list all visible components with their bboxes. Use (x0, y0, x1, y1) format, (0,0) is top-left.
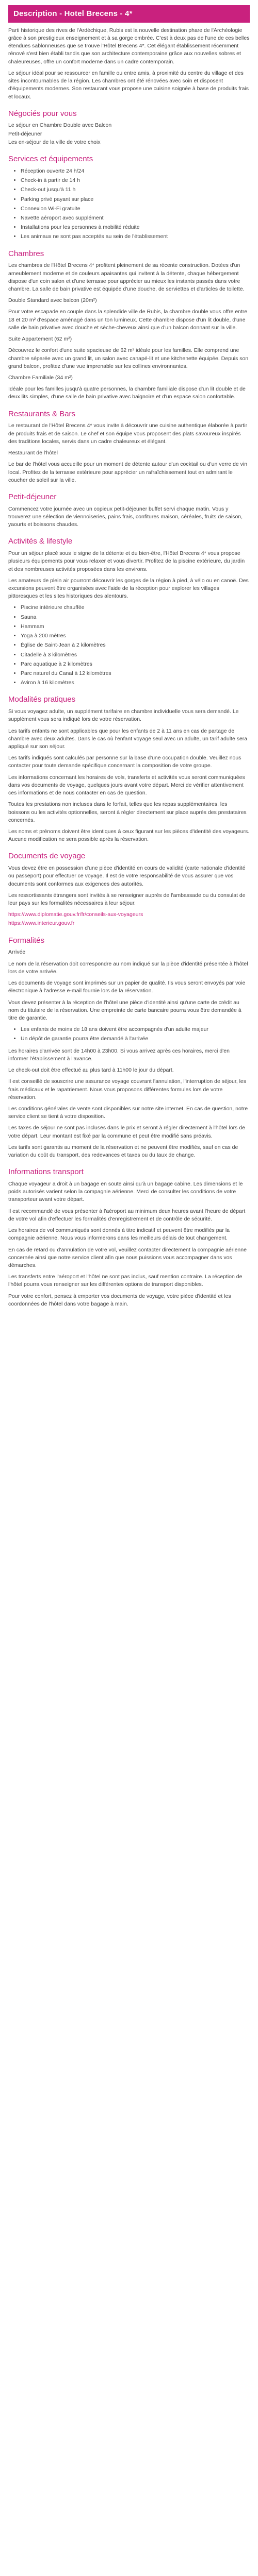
list-item: • Parking privé payant sur place (21, 196, 250, 204)
transport-paragraph: Les transferts entre l'aéroport et l'hôtel ne sont pas inclus, sauf mention contraire. La réception de l'hôtel pourra vous renseigner sur les différentes options de transport disponibles. (8, 1274, 243, 1288)
rooms-paragraph: Les chambres de l'Hôtel Brecens 4* profitent pleinement de sa récente construction. Dotées d'un ameublement moderne et de couleurs apaisantes qui invitent à la détente, chaque hébergement dispose d'un coin salon et d'une terrasse pour apprécier au mieux les instants passés dans votre chambre. La salle de bain privative est équipée d'une douche, de serviettes et d'articles de toilette. (8, 262, 245, 293)
documents-paragraph: Les ressortissants étrangers sont invités à se renseigner auprès de l'ambassade ou du consulat de leur pays sur les formalités nécessaires à leur séjour. (8, 892, 246, 907)
list-item: • Check-in à partir de 14 h (21, 177, 250, 184)
intro-section (8, 27, 250, 101)
services-heading: Services et équipements (8, 155, 93, 164)
room-type-title: Suite Appartement (62 m²) (8, 336, 72, 343)
insurance-paragraph: Les tarifs sont garantis au moment de la réservation et ne peuvent être modifiés, sauf en cas de variation du coût du transport, des redevances et taxes ou du taux de change. (8, 1144, 238, 1159)
restaurant-title: Restaurant de l'hôtel (8, 450, 58, 456)
restaurants-section (8, 409, 250, 484)
documents-link[interactable]: https://www.diplomatie.gouv.fr/fr/conseils-aux-voyageurs (8, 911, 143, 918)
rooms-paragraph: Découvrez le confort d'une suite spacieuse de 62 m² idéale pour les familles. Elle comprend une chambre séparée avec un grand lit, un salon avec canapé-lit et une kitchenette équipée. Depuis son grand balcon, profitez d'une vue imprenable sur les collines environnantes. (8, 347, 249, 369)
documents-link[interactable]: https://www.interieur.gouv.fr (8, 920, 75, 927)
practical-paragraph: Les tarifs indiqués sont calculés par personne sur la base d'une occupation double. Veuillez nous contacter pour toute demande spécifique concernant la composition de votre groupe. (8, 755, 241, 769)
list-item: • Connexion Wi-Fi gratuite (21, 205, 250, 213)
insurance-paragraph: Les taxes de séjour ne sont pas incluses dans le prix et seront à régler directement à l'hôtel lors de votre départ. Leur montant est fixé par la commune et peut être modifié sans préavis. (8, 1125, 246, 1139)
rooms-paragraph: Idéale pour les familles jusqu'à quatre personnes, la chambre familiale dispose d'un lit double et de deux lits simples, d'une salle de bain privative avec baignoire et d'un espace salon confortable. (8, 386, 246, 400)
formalities-paragraph: Vous devez présenter à la réception de l'hôtel une pièce d'identité ainsi qu'une carte de crédit au nom du titulaire de la réservation. Une empreinte de carte bancaire pourra vous être demandée à titre de garantie. (8, 999, 241, 1021)
insurance-paragraph: Il est conseillé de souscrire une assurance voyage couvrant l'annulation, l'interruption de séjour, les frais médicaux et le rapatriement. Nous vous proposons différentes formules lors de votre réservation. (8, 1078, 247, 1100)
transport-paragraph: Les horaires de vol communiqués sont donnés à titre indicatif et peuvent être modifiés par la compagnie aérienne. Nous vous informerons dans les meilleurs délais de tout changement. (8, 1227, 230, 1242)
restaurants-heading: Restaurants & Bars (8, 409, 76, 418)
list-item: • Église de Saint-Jean à 2 kilomètres (21, 641, 250, 649)
documents-paragraph: Vous devez être en possession d'une pièce d'identité en cours de validité (carte nationale d'identité ou passeport) pour effectuer ce voyage. Il est de votre responsabilité de vous assurer que vos documents sont conformes aux exigences des autorités. (8, 865, 246, 887)
list-item: • Piscine intérieure chauffée (21, 604, 250, 612)
formalities-paragraph: Les documents de voyage sont imprimés sur un papier de qualité. Ils vous seront envoyés par voie électronique à l'adresse e-mail fournie lors de la réservation. (8, 980, 246, 994)
services-section (8, 154, 250, 241)
transport-paragraph: Chaque voyageur a droit à un bagage en soute ainsi qu'à un bagage cabine. Les dimensions et le poids autorisés varient selon la compagnie aérienne. Merci de consulter les conditions de votre transporteur avant votre départ. (8, 1181, 243, 1203)
transport-paragraph: Pour votre confort, pensez à emporter vos documents de voyage, votre pièce d'identité et les coordonnées de l'hôtel dans votre bagage à main. (8, 1293, 231, 1307)
transport-paragraph: Il est recommandé de vous présenter à l'aéroport au minimum deux heures avant l'heure de départ de votre vol afin d'effectuer les formalités d'enregistrement et de contrôle de sécurité. (8, 1208, 246, 1222)
list-item: • Installations pour les personnes à mobilité réduite (21, 224, 250, 231)
list-item: • Sauna (21, 614, 250, 621)
formalities-section (8, 935, 250, 1075)
list-item: • Hammam (21, 623, 250, 631)
practical-heading: Modalités pratiques (8, 695, 76, 704)
included-line: Petit-déjeuner (8, 130, 42, 137)
leisure-section (8, 536, 250, 687)
leisure-paragraph: Pour un séjour placé sous le signe de la détente et du bien-être, l'Hôtel Brecens 4* vous propose plusieurs équipements pour vous relaxer et vous divertir. Profitez de la piscine extérieure, du jardin et des nombreuses activités proposées dans les environs. (8, 550, 245, 572)
restaurants-paragraph: Le restaurant de l'Hôtel Brecens 4* vous invite à découvrir une cuisine authentique élaborée à partir de produits frais et de saison. Le chef et son équipe vous proposent des plats savoureux inspirés des traditions locales, servis dans un cadre chaleureux et élégant. (8, 422, 248, 445)
transport-paragraph: En cas de retard ou d'annulation de votre vol, veuillez contacter directement la compagnie aérienne concernée ainsi que notre service client afin que nous puissions vous accompagner dans vos démarches. (8, 1246, 247, 1268)
services-list (8, 167, 250, 241)
intro-paragraph: Le séjour idéal pour se ressourcer en famille ou entre amis, à proximité du centre du village et des sites incontournables de la région. Les chambres ont été rénovées avec soin et disposent d'équipements modernes. Son restaurant vous propose une cuisine soignée à base de produits frais et locaux. (8, 70, 249, 100)
room-type-title: Double Standard avec balcon (20m²) (8, 297, 97, 304)
list-item: • Parc naturel du Canal à 12 kilomètres (21, 670, 250, 677)
documents-section (8, 851, 250, 927)
list-item: • Réception ouverte 24 h/24 (21, 167, 250, 175)
included-line: Les en-séjour de la ville de votre choix (8, 139, 101, 145)
formalities-subheading: Arrivée (8, 949, 26, 956)
leisure-heading: Activités & lifestyle (8, 537, 73, 546)
formalities-heading: Formalités (8, 936, 45, 945)
list-item: • Les animaux ne sont pas acceptés au sein de l'établissement (21, 233, 250, 241)
list-item: • Check-out jusqu'à 11 h (21, 186, 250, 194)
breakfast-section (8, 492, 250, 529)
practical-paragraph: Les informations concernant les horaires de vols, transferts et activités vous seront communiquées dans vos documents de voyage, quelques jours avant votre départ. Merci de vérifier attentivement ces informations et de nous contacter en cas de question. (8, 774, 245, 796)
breakfast-paragraph: Commencez votre journée avec un copieux petit-déjeuner buffet servi chaque matin. Vous y trouverez une sélection de viennoiseries, pains frais, confitures maison, céréales, fruits de saison, yaourts et boissons chaudes. (8, 505, 243, 528)
leisure-paragraph: Les amateurs de plein air pourront découvrir les gorges de la région à pied, à vélo ou en canoë. Des excursions peuvent être organisées avec l'aide de la réception pour explorer les villages pittoresques et les sites historiques des alentours. (8, 577, 249, 600)
restaurants-paragraph: Le bar de l'hôtel vous accueille pour un moment de détente autour d'un cocktail ou d'un verre de vin local. Profitez de la terrasse extérieure pour apprécier un rafraîchissement tout en admirant le coucher de soleil sur la ville. (8, 461, 248, 483)
included-line: Le séjour en Chambre Double avec Balcon (8, 122, 112, 129)
breakfast-heading: Petit-déjeuner (8, 492, 57, 501)
page (0, 5, 258, 1324)
rooms-heading: Chambres (8, 249, 44, 258)
formalities-paragraph: Le check-out doit être effectué au plus tard à 11h00 le jour du départ. (8, 1067, 174, 1074)
formalities-paragraph: Les horaires d'arrivée sont de 14h00 à 23h00. Si vous arrivez après ces horaires, merci d'en informer l'établissement à l'avance. (8, 1047, 230, 1062)
list-item: • Un dépôt de garantie pourra être demandé à l'arrivée (21, 1035, 250, 1043)
insurance-section (8, 1078, 250, 1159)
formalities-paragraph: Le nom de la réservation doit correspondre au nom indiqué sur la pièce d'identité présentée à l'hôtel lors de votre arrivée. (8, 960, 248, 975)
practical-paragraph: Les noms et prénoms doivent être identiques à ceux figurant sur les pièces d'identité des voyageurs. Aucune modification ne sera possible après la réservation. (8, 828, 250, 843)
practical-paragraph: Toutes les prestations non incluses dans le forfait, telles que les repas supplémentaires, les boissons ou les activités optionnelles, seront à régler directement sur place auprès des prestataires concernés. (8, 801, 247, 823)
room-type-title: Chambre Familiale (34 m²) (8, 375, 73, 381)
list-item: • Les enfants de moins de 18 ans doivent être accompagnés d'un adulte majeur (21, 1026, 250, 1033)
rooms-section (8, 248, 250, 401)
transport-heading: Informations transport (8, 1167, 84, 1177)
page-title: Description - Hotel Brecens - 4* (8, 5, 250, 23)
list-item: • Aviron à 16 kilomètres (21, 679, 250, 687)
practical-section (8, 694, 250, 843)
included-section (8, 108, 250, 146)
included-heading: Négociés pour vous (8, 109, 77, 118)
rooms-paragraph: Pour votre escapade en couple dans la splendide ville de Rubis, la chambre double vous offre entre 18 et 20 m² d'espace aménagé dans un ton lumineux. Cette chambre dispose d'un lit double, d'une salle de bain privative avec douche et sèche-cheveux ainsi que d'un balcon donnant sur la ville. (8, 309, 248, 331)
list-item: • Parc aquatique à 2 kilomètres (21, 660, 250, 668)
formalities-list (8, 1026, 250, 1043)
intro-paragraph: Parti historique des rives de l'Ardèchique, Rubis est la nouvelle destination phare de l'Archéologie grâce à son prestigieux enseignement et à sa gorge ombrée. C'est à deux pas de l'une de ces belles étendues sablonneuses que se trouve l'Hôtel Brecens 4*. Cet élégant établissement récemment rénové s'est bien établi tandis que son architecture contemporaine grâce aux nouvelles sobres et chaleureuses, offre un confort moderne dans un cadre contemporain. (8, 27, 250, 65)
transport-section (8, 1166, 250, 1308)
leisure-list (8, 604, 250, 687)
practical-paragraph: Les tarifs enfants ne sont applicables que pour les enfants de 2 à 11 ans en cas de partage de chambre avec deux adultes. Dans le cas où l'enfant voyage seul avec un adulte, un tarif adulte sera appliqué sur son séjour. (8, 727, 248, 750)
list-item: • Citadelle à 3 kilomètres (21, 651, 250, 659)
list-item: • Navette aéroport avec supplément (21, 214, 250, 222)
list-item: • Yoga à 200 mètres (21, 632, 250, 640)
insurance-paragraph: Les conditions générales de vente sont disponibles sur notre site internet. En cas de question, notre service client se tient à votre disposition. (8, 1105, 248, 1120)
practical-paragraph: Si vous voyagez adulte, un supplément tarifaire en chambre individuelle vous sera demandé. Le supplément vous sera indiqué lors de votre réservation. (8, 708, 239, 723)
documents-heading: Documents de voyage (8, 852, 86, 861)
